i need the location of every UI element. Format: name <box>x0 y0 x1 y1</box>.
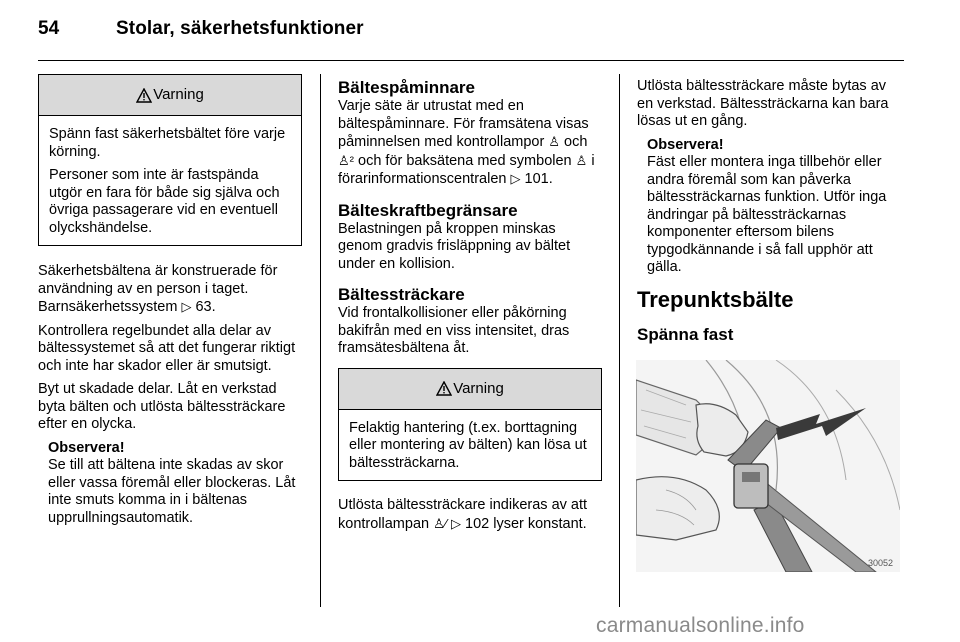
page-title: Stolar, säkerhetsfunktioner <box>116 18 364 39</box>
body-paragraph: Kontrollera regelbundet alla delar av bältessystemet så att det fungerar riktigt och inte har skador eller är smutsigt. <box>38 322 296 374</box>
warning-label: Varning <box>153 86 204 104</box>
column-2 <box>338 78 602 539</box>
body-paragraph: Belastningen på kroppen minskas genom gradvis frisläppning av bältet under en kollision. <box>338 220 571 272</box>
page-number: 54 <box>38 18 60 39</box>
seatbelt-buckle-illustration <box>636 360 900 572</box>
body-paragraph: Vid frontalkollisioner eller påkörning bakifrån med en viss intensitet, dras framsätesbältena åt. <box>338 305 570 356</box>
belt-tensioner-lamp-icon: ♙⁄ <box>433 515 447 531</box>
page-ref-arrow-icon: ▷ <box>510 171 521 186</box>
note-text: Se till att bältena inte skadas av skor eller vassa föremål eller blockeras. Låt inte smuts komma in i bältenas upprullningsautomatik. <box>48 457 296 526</box>
warning-text: Felaktig hantering (t.ex. borttagning eller montering av bälten) kan lösa ut bältessträckarna. <box>349 419 587 471</box>
figure-number: 30052 <box>868 558 894 568</box>
note-text: Fäst eller montera inga tillbehör eller andra föremål som kan påverka bältessträckarnas funktion. Utför inga ändringar på bältessträckarnas komponenter eftersom bilens typgodkännande i så fall upphör att gälla. <box>647 154 887 275</box>
seatbelt-reminder-rear-icon: ♙² <box>338 152 354 168</box>
warning-text: Personer som inte är fastspända utgör en fara för både sig själva och övriga passagerare vid en eventuell olyckshändelse. <box>49 167 280 236</box>
column-divider-2 <box>619 74 620 607</box>
chapter-heading: Trepunktsbälte <box>637 286 794 312</box>
body-paragraph: Byt ut skadade delar. Låt en verkstad byta bälten och utlösta bältessträckare efter en olycka. <box>38 381 286 432</box>
note-title: Observera! <box>48 439 125 456</box>
watermark-text: carmanualsonline.info <box>596 614 805 637</box>
page-ref-arrow-icon: ▷ <box>450 515 461 531</box>
note-block <box>38 440 302 528</box>
column-3 <box>637 78 903 345</box>
note-block <box>637 137 903 277</box>
note-title: Observera! <box>647 136 724 153</box>
body-paragraph: Utlösta bältessträckare indikeras av att kontrollampan ♙⁄ ▷ 102 lyser konstant. <box>338 497 588 532</box>
section-title: Bälteskraftbegränsare <box>338 200 518 220</box>
seatbelt-symbol-icon: ♙ <box>575 152 588 168</box>
warning-triangle-icon <box>136 88 152 103</box>
warning-triangle-icon <box>436 381 452 396</box>
warning-label: Varning <box>453 379 504 397</box>
column-1 <box>38 74 302 527</box>
warning-header <box>39 75 301 116</box>
seatbelt-reminder-icon: ♙ <box>548 134 561 149</box>
header-rule <box>38 60 904 61</box>
page-ref-arrow-icon: ▷ <box>181 299 192 314</box>
sub-heading: Spänna fast <box>637 324 734 344</box>
page-header <box>38 18 364 40</box>
warning-body <box>339 410 601 481</box>
warning-box <box>338 368 602 482</box>
body-paragraph: Utlösta bältessträckare måste bytas av en verkstad. Bältessträckarna kan bara lösas ut en gång. <box>637 78 889 129</box>
warning-header <box>339 369 601 410</box>
warning-text: Spänn fast säkerhetsbältet före varje körning. <box>49 126 286 160</box>
section-title: Bältessträckare <box>338 285 465 304</box>
warning-box <box>38 74 302 246</box>
body-paragraph: Säkerhetsbältena är konstruerade för användning av en person i taget. Barnsäkerhetssystem ▷ 63. <box>38 263 278 315</box>
warning-body <box>39 116 301 245</box>
body-paragraph: Varje säte är utrustat med en bältespåminnare. För framsätena visas påminnelsen med kontrollampor ♙ och ♙² och för baksätena med symbolen ♙ i förarinformationscentralen ▷ 101. <box>338 98 595 187</box>
section-title: Bältespåminnare <box>338 78 475 97</box>
column-divider-1 <box>320 74 321 607</box>
